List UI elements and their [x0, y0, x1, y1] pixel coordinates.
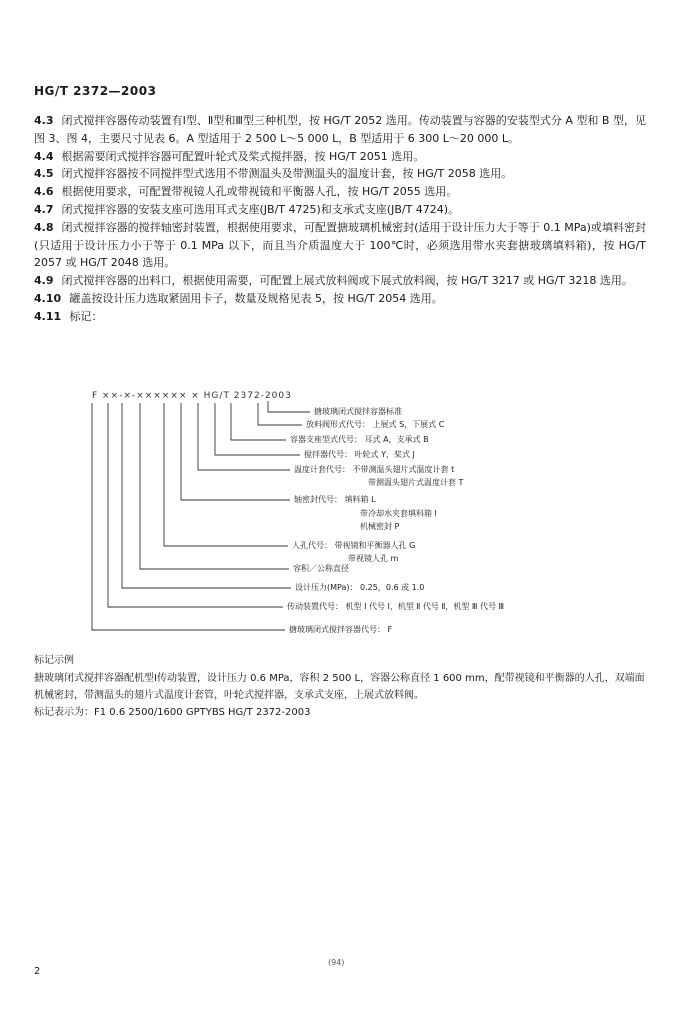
marking-label-support: 容器支座型式代号： 耳式 A，支承式 B	[290, 435, 429, 444]
clause-text: 闭式搅拌容器的搅拌轴密封装置，根据使用要求，可配置搪玻璃机械密封(适用于设计压力大于等于 0.1 MPa)或填料密封(只适用于设计压力小于等于 0.1 MPa 以下，而且当介质温度大于 100℃时，必须选用带水夹套搪玻璃填料箱)，按 HG/T 2057 或 HG/T 2048 选用。	[34, 220, 647, 270]
marking-label-container: 搪玻璃闭式搅拌容器代号： F	[289, 625, 393, 634]
marking-label-agitator: 搅拌器代号： 叶轮式 Y，桨式 J	[304, 450, 415, 459]
marking-leader-support	[231, 403, 286, 440]
marking-leader-seal	[181, 403, 290, 500]
marking-leader-agitator	[215, 403, 300, 455]
clause-number: 4.3	[34, 114, 54, 127]
clause-number: 4.9	[34, 274, 54, 288]
marking-label-volume: 容积／公称直径	[293, 564, 349, 573]
marking-label-seal-mechanical: 机械密封 P	[360, 522, 400, 531]
marking-leader-volume	[140, 403, 289, 569]
marking-leader-standard	[268, 401, 310, 412]
clause-number: 4.8	[34, 220, 54, 234]
marking-label-seal: 轴密封代号： 填料箱 L	[294, 495, 376, 504]
clause-number: 4.10	[34, 291, 62, 305]
clause-text: 标记：	[69, 309, 103, 323]
marking-label-thermometer-alt: 带测温头翅片式温度计套 T	[368, 478, 464, 487]
clause-text: 闭式搅拌容器传动装置有Ⅰ型、Ⅱ型和Ⅲ型三种机型，按 HG/T 2052 选用。传动装置与容器的安装型式分 A 型和 B 型，见图 3、图 4，主要尺寸见表 6。A 型适用于 2 500 L～5 000 L，B 型适用于 6 300 L～20 000 L。	[34, 114, 646, 145]
clause-text: 根据使用要求，可配置带视镜人孔或带视镜和平衡器人孔，按 HG/T 2055 选用。	[61, 185, 458, 199]
marking-label-manhole: 人孔代号： 带视镜和平衡器人孔 G	[292, 541, 416, 550]
clause-number: 4.7	[34, 202, 54, 216]
page-center-mark: (94)	[328, 958, 345, 967]
example-result: 标记表示为：F1 0.6 2500/1600 GPTYBS HG/T 2372-2003	[34, 707, 311, 718]
standard-code-header: HG/T 2372—2003	[34, 84, 157, 98]
marking-leader-container	[92, 403, 285, 630]
marking-leader-thermometer	[198, 403, 290, 470]
clause-text: 根据需要闭式搅拌容器可配置叶轮式及桨式搅拌器，按 HG/T 2051 选用。	[61, 149, 425, 163]
marking-leader-valve	[258, 403, 302, 425]
clause-number: 4.5	[34, 167, 54, 181]
clause-number: 4.11	[34, 309, 62, 323]
clause-number: 4.4	[34, 149, 54, 163]
clause-text: 闭式搅拌容器按不同搅拌型式选用不带测温头及带测温头的温度计套，按 HG/T 2058 选用。	[61, 167, 513, 181]
clause-number: 4.6	[34, 185, 54, 199]
marking-label-seal-jacket: 带冷却水夹套填料箱 l	[360, 509, 437, 518]
marking-label-pressure: 设计压力(MPa)： 0.25，0.6 或 1.0	[295, 583, 425, 592]
page-number: 2	[34, 966, 41, 977]
clause-text: 闭式搅拌容器的安装支座可选用耳式支座(JB/T 4725)和支承式支座(JB/T 4724)。	[61, 202, 460, 216]
marking-label-manhole-alt: 带视镜人孔 m	[348, 554, 399, 563]
marking-leader-pressure	[122, 403, 291, 588]
example-text: 搪玻璃闭式搅拌容器配机型Ⅰ传动装置，设计压力 0.6 MPa，容积 2 500 L，容器公称直径 1 600 mm，配带视镜和平衡器的人孔，双端面机械密封，带测温头的翅片式温度计套管，叶轮式搅拌器，支承式支座，上展式放料阀。	[34, 673, 645, 701]
marking-leader-manhole	[164, 403, 288, 546]
marking-code-line: F ××-×-×××××× × HG/T 2372-2003	[92, 391, 292, 401]
marking-label-drive: 传动装置代号： 机型 Ⅰ 代号 Ⅰ，机型 Ⅱ 代号 Ⅱ，机型 Ⅲ 代号 Ⅲ	[287, 602, 505, 611]
marking-label-thermometer: 温度计套代号： 不带测温头翅片式温度计套 t	[294, 465, 455, 474]
clause-text: 罐盖按设计压力选取紧固用卡子，数量及规格见表 5，按 HG/T 2054 选用。	[69, 291, 443, 305]
marking-leader-drive	[108, 403, 283, 607]
example-title: 标记示例	[34, 655, 74, 666]
marking-label-valve: 放料阀形式代号： 上展式 S，下展式 C	[306, 420, 445, 429]
marking-label-standard: 搪玻璃闭式搅拌容器标准	[314, 407, 402, 416]
clause-text: 闭式搅拌容器的出料口，根据使用需要，可配置上展式放料阀或下展式放料阀，按 HG/T 3217 或 HG/T 3218 选用。	[61, 274, 633, 288]
